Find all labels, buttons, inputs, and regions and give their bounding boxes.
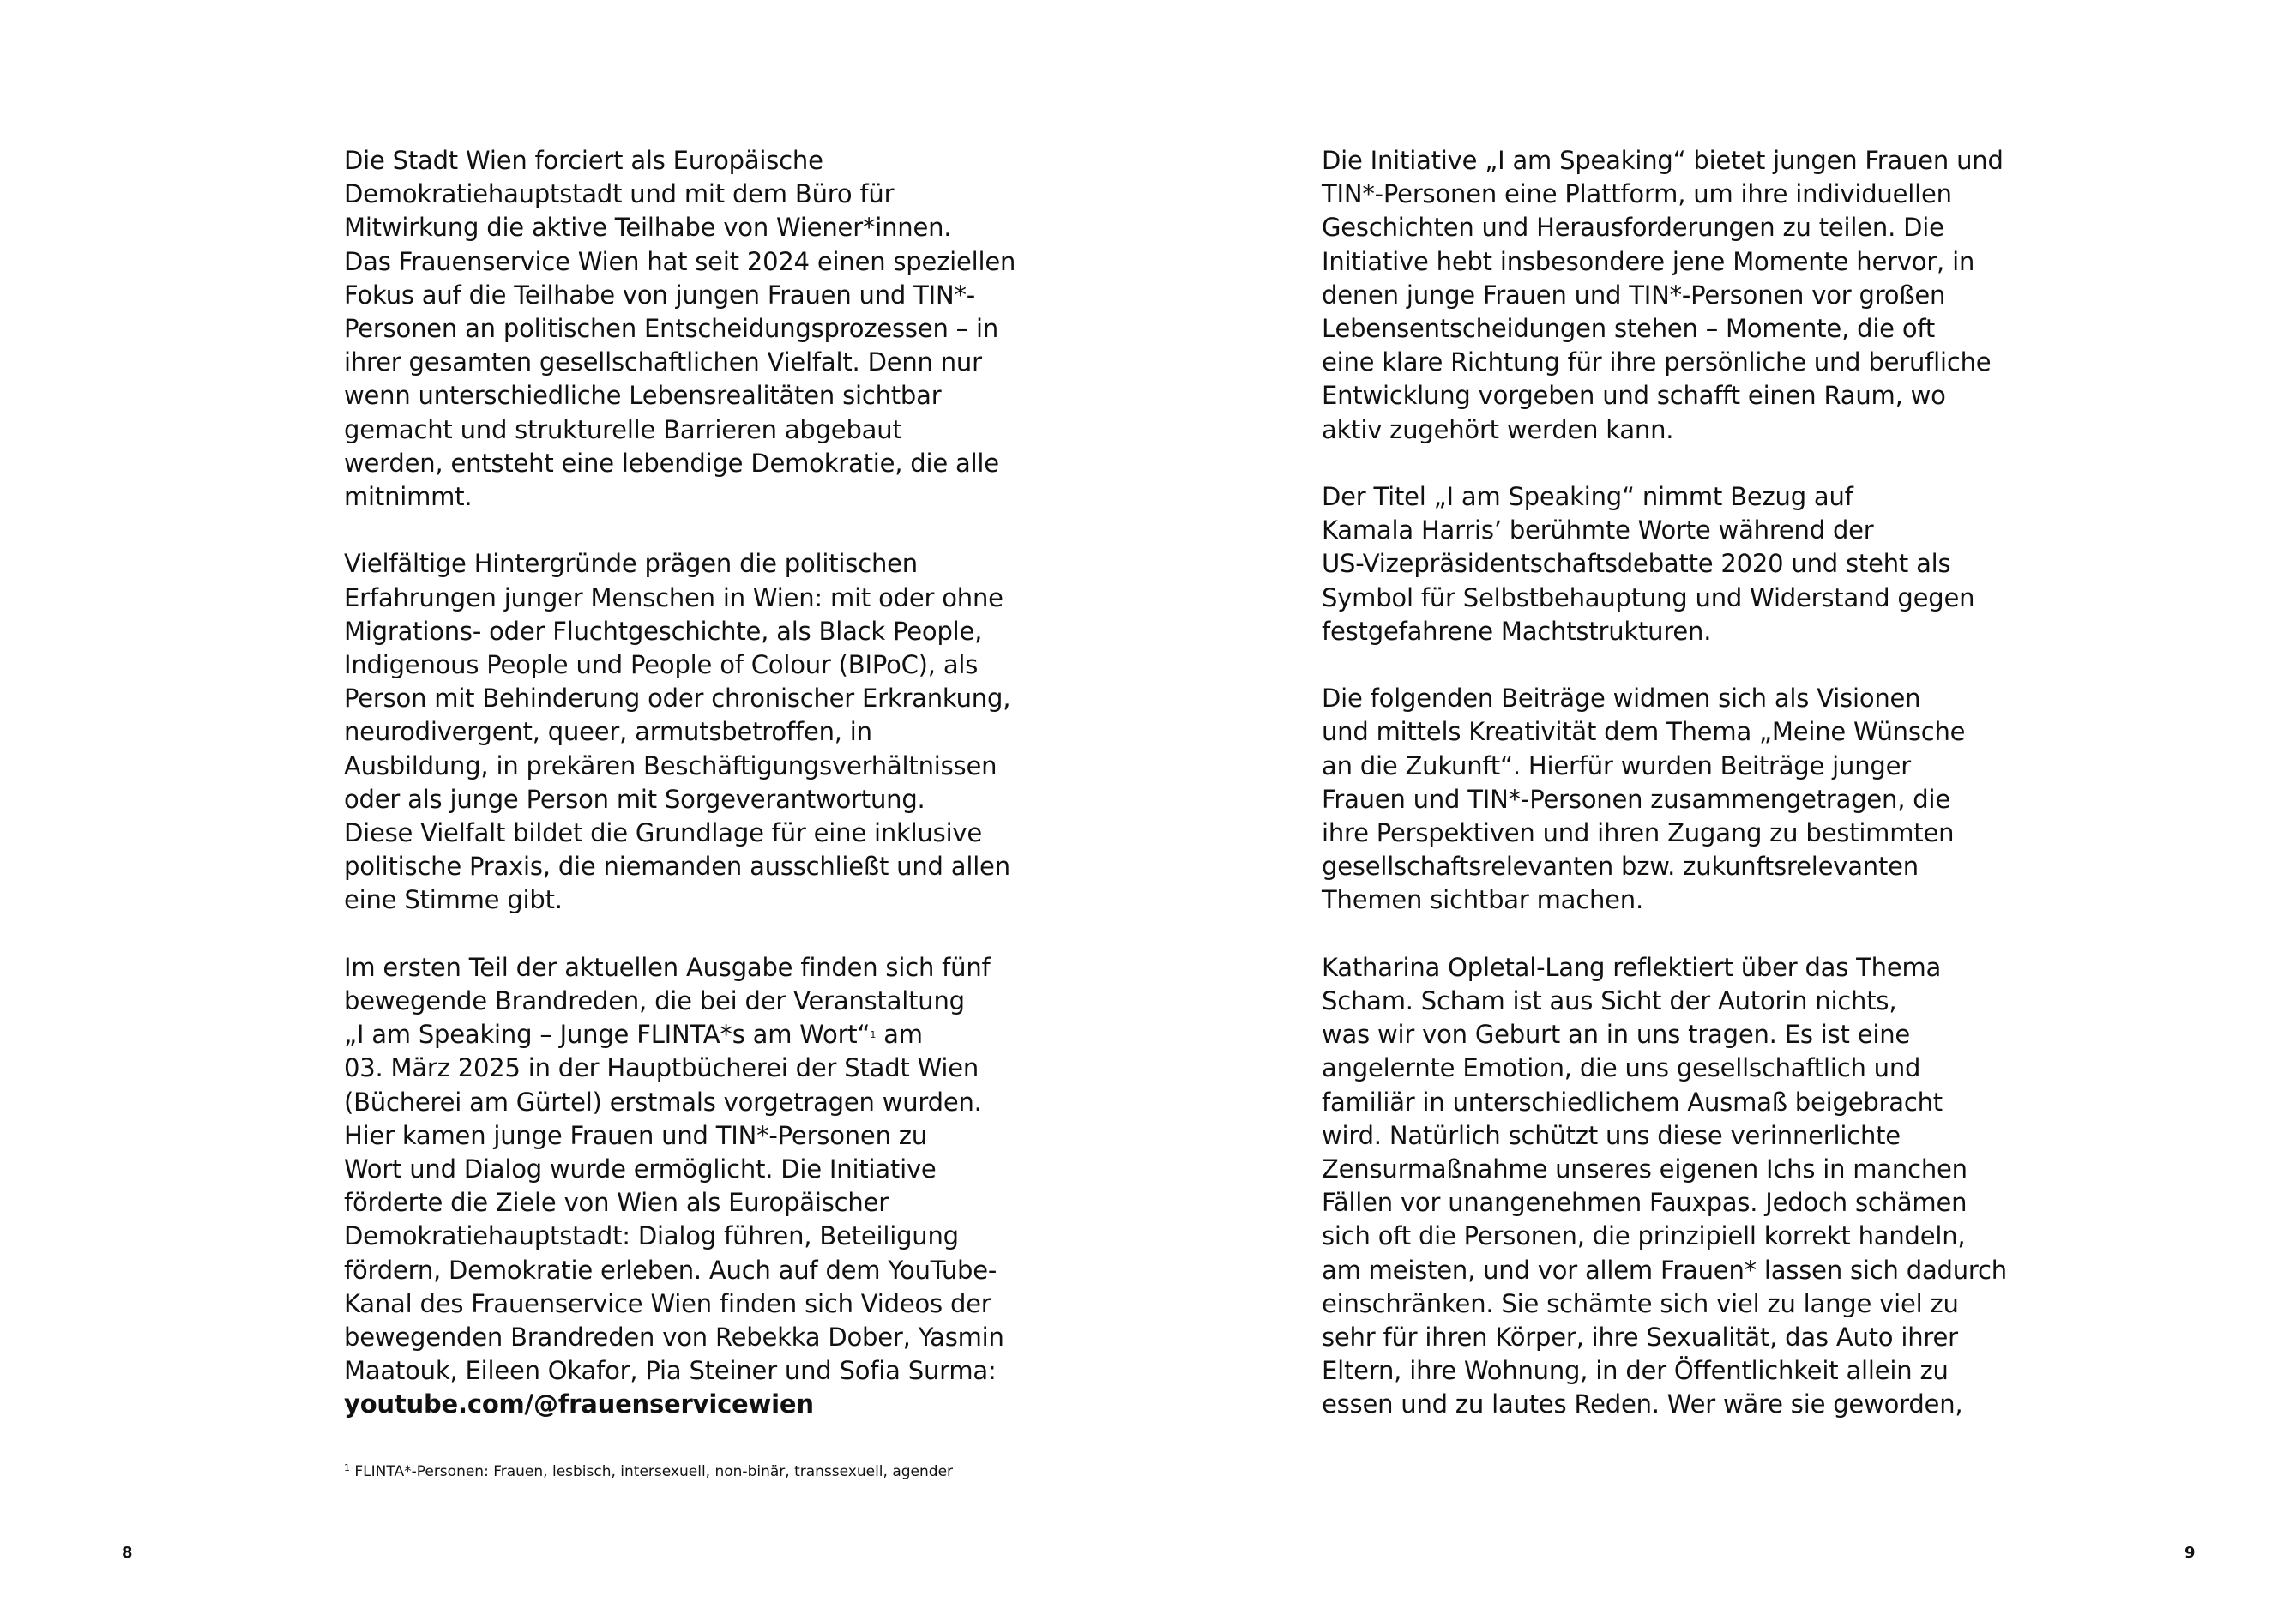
text-line: eine klare Richtung für ihre persönliche und berufliche — [1322, 347, 1992, 377]
text-line: Initiative hebt insbesondere jene Momente hervor, in — [1322, 246, 1975, 276]
text-line: festgefahrene Machtstrukturen. — [1322, 616, 1712, 646]
text-line: was wir von Geburt an in uns tragen. Es ist eine — [1322, 1020, 1911, 1050]
text-line: wenn unterschiedliche Lebensrealitäten sichtbar — [344, 381, 942, 411]
text-line: an die Zukunft“. Hierfür wurden Beiträge junger — [1322, 750, 1911, 780]
text-line: werden, entsteht eine lebendige Demokratie, die alle — [344, 448, 999, 478]
text-line: US-Vizepräsidentschaftsdebatte 2020 und steht als — [1322, 549, 1951, 579]
text-line: bewegenden Brandreden von Rebekka Dober, Yasmin — [344, 1323, 1004, 1353]
text-line: politische Praxis, die niemanden ausschließt und allen — [344, 852, 1010, 882]
left-paragraph-1 — [344, 144, 1021, 514]
text-line: TIN*-Personen eine Plattform, um ihre individuellen — [1322, 179, 1952, 209]
text-line: Eltern, ihre Wohnung, in der Öffentlichkeit allein zu — [1322, 1356, 1949, 1386]
text-line: essen und zu lautes Reden. Wer wäre sie geworden, — [1322, 1389, 1963, 1419]
text-line: Die Initiative „I am Speaking“ bietet jungen Frauen und — [1322, 146, 2004, 175]
event-title-text: „I am Speaking – Junge FLINTA*s am Wort“ — [344, 1020, 871, 1050]
text-line: aktiv zugehört werden kann. — [1322, 414, 1674, 444]
text-line: Person mit Behinderung oder chronischer Erkrankung, — [344, 684, 1011, 714]
right-paragraph-3 — [1322, 682, 1999, 917]
text-line: 03. März 2025 in der Hauptbücherei der Stadt Wien — [344, 1053, 979, 1083]
text-line: Das Frauenservice Wien hat seit 2024 einen speziellen — [344, 246, 1016, 276]
text-line: (Bücherei am Gürtel) erstmals vorgetragen wurden. — [344, 1087, 982, 1117]
text-line: Mitwirkung die aktive Teilhabe von Wiener*innen. — [344, 213, 952, 243]
right-paragraph-4 — [1322, 951, 2007, 1422]
text-line: Indigenous People und People of Colour (BIPoC), als — [344, 650, 979, 680]
youtube-channel-link[interactable]: youtube.com/@frauenservicewien — [344, 1389, 814, 1419]
text-line: Kamala Harris’ berühmte Worte während der — [1322, 515, 1874, 545]
text-line: neurodivergent, queer, armutsbetroffen, in — [344, 717, 872, 747]
text-line: denen junge Frauen und TIN*-Personen vor großen — [1322, 280, 1946, 310]
text-line: mitnimmt. — [344, 482, 473, 512]
text-line: Scham. Scham ist aus Sicht der Autorin nichts, — [1322, 986, 1897, 1016]
text-line-with-footnote-ref — [344, 1018, 1021, 1052]
footnote — [344, 1462, 953, 1481]
text-line: oder als junge Person mit Sorgeverantwortung. — [344, 784, 925, 814]
footnote-text: FLINTA*-Personen: Frauen, lesbisch, intersexuell, non-binär, transsexuell, agender — [350, 1463, 954, 1480]
text-line: Demokratiehauptstadt und mit dem Büro für — [344, 179, 895, 209]
text-line: Lebensentscheidungen stehen – Momente, die oft — [1322, 314, 1936, 344]
left-paragraph-3 — [344, 951, 1021, 1422]
text-line: Migrations- oder Fluchtgeschichte, als Black People, — [344, 616, 983, 646]
page-number-right: 9 — [2185, 1544, 2196, 1562]
text-line: Diese Vielfalt bildet die Grundlage für eine inklusive — [344, 818, 983, 848]
text-line: sehr für ihren Körper, ihre Sexualität, das Auto ihrer — [1322, 1323, 1958, 1353]
text-line: gesellschaftsrelevanten bzw. zukunftsrelevanten — [1322, 852, 1919, 882]
text-line: Im ersten Teil der aktuellen Ausgabe finden sich fünf — [344, 952, 991, 982]
text-line: ihre Perspektiven und ihren Zugang zu bestimmten — [1322, 818, 1955, 848]
text-line: Hier kamen junge Frauen und TIN*-Personen zu — [344, 1120, 927, 1150]
text-line: Geschichten und Herausforderungen zu teilen. Die — [1322, 213, 1944, 243]
text-line: Entwicklung vorgeben und schafft einen Raum, wo — [1322, 381, 1946, 411]
text-line: Personen an politischen Entscheidungsprozessen – in — [344, 314, 999, 344]
text-line: Frauen und TIN*-Personen zusammengetragen, die — [1322, 784, 1950, 814]
text-line: Demokratiehauptstadt: Dialog führen, Beteiligung — [344, 1221, 959, 1251]
text-line: eine Stimme gibt. — [344, 885, 563, 915]
text-line: Erfahrungen junger Menschen in Wien: mit oder ohne — [344, 582, 1003, 612]
text-line: Symbol für Selbstbehauptung und Widerstand gegen — [1322, 582, 1975, 612]
text-line: Themen sichtbar machen. — [1322, 885, 1643, 915]
right-text-column — [1322, 144, 2007, 1455]
footnote-mark: 1 — [344, 1462, 350, 1473]
text-line: wird. Natürlich schützt uns diese verinnerlichte — [1322, 1120, 1901, 1150]
right-paragraph-1 — [1322, 144, 2004, 447]
text-line: Die Stadt Wien forciert als Europäische — [344, 146, 823, 175]
text-line: Fokus auf die Teilhabe von jungen Frauen und TIN*- — [344, 280, 976, 310]
text-line: angelernte Emotion, die uns gesellschaftlich und — [1322, 1053, 1921, 1083]
text-line: am meisten, und vor allem Frauen* lassen sich dadurch — [1322, 1255, 2007, 1285]
right-page — [1148, 0, 2296, 1621]
text-line: Wort und Dialog wurde ermöglicht. Die Initiative — [344, 1154, 937, 1184]
text-line: ihrer gesamten gesellschaftlichen Vielfalt. Denn nur — [344, 347, 982, 377]
page-number-left: 8 — [122, 1544, 133, 1562]
text-line: Zensurmaßnahme unseres eigenen Ichs in manchen — [1322, 1154, 1968, 1184]
text-line: gemacht und strukturelle Barrieren abgebaut — [344, 414, 902, 444]
text-line: fördern, Demokratie erleben. Auch auf dem YouTube- — [344, 1255, 997, 1285]
text-line: bewegende Brandreden, die bei der Veranstaltung — [344, 986, 965, 1016]
text-line: Ausbildung, in prekären Beschäftigungsverhältnissen — [344, 750, 997, 780]
text-line: förderte die Ziele von Wien als Europäischer — [344, 1188, 889, 1218]
text-line: familiär in unterschiedlichem Ausmaß beigebracht — [1322, 1087, 1943, 1117]
text-line: Maatouk, Eileen Okafor, Pia Steiner und Sofia Surma: — [344, 1356, 997, 1386]
text-fragment: am — [876, 1020, 923, 1050]
text-line: Die folgenden Beiträge widmen sich als Visionen — [1322, 684, 1921, 714]
left-text-column — [344, 144, 1021, 1455]
footnote-reference[interactable]: 1 — [870, 1029, 877, 1041]
right-paragraph-2 — [1322, 480, 1999, 648]
text-line: Kanal des Frauenservice Wien finden sich Videos der — [344, 1288, 991, 1318]
text-line: Vielfältige Hintergründe prägen die politischen — [344, 549, 918, 579]
text-line: und mittels Kreativität dem Thema „Meine Wünsche — [1322, 717, 1966, 747]
text-line: einschränken. Sie schämte sich viel zu lange viel zu — [1322, 1288, 1959, 1318]
left-paragraph-2 — [344, 547, 1021, 917]
text-line: Der Titel „I am Speaking“ nimmt Bezug auf — [1322, 482, 1853, 512]
text-line: Katharina Opletal-Lang reflektiert über das Thema — [1322, 952, 1942, 982]
text-line: Fällen vor unangenehmen Fauxpas. Jedoch schämen — [1322, 1188, 1968, 1218]
text-line: sich oft die Personen, die prinzipiell korrekt handeln, — [1322, 1221, 1966, 1251]
